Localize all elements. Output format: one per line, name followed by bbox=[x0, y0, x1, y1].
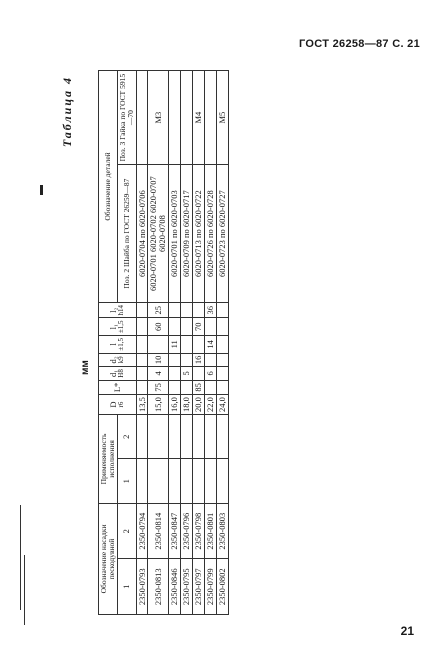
header-applicability-col1: 1 bbox=[117, 459, 136, 503]
cell-d1: 4 bbox=[148, 367, 169, 381]
cell-l2 bbox=[169, 302, 181, 318]
cell-designation-2: 2350-0814 bbox=[148, 503, 169, 559]
scan-edge-line bbox=[20, 505, 21, 610]
header-applicability: Применяемость исполнения bbox=[99, 415, 118, 504]
cell-applicability-1 bbox=[169, 459, 181, 503]
header-L: L* bbox=[99, 380, 137, 394]
cell-applicability-2 bbox=[193, 415, 205, 459]
header-l: l ±1,5 bbox=[99, 336, 137, 354]
cell-part-pos2: 6020-0701 по 6020-0703 bbox=[169, 165, 181, 303]
cell-L bbox=[169, 380, 181, 394]
cell-d1 bbox=[216, 367, 228, 381]
cell-designation-1: 2350-0795 bbox=[181, 559, 193, 615]
cell-applicability-1 bbox=[205, 459, 217, 503]
cell-l bbox=[216, 336, 228, 354]
cell-l bbox=[148, 336, 169, 354]
data-table bbox=[98, 70, 229, 615]
cell-part-pos2: 6020-0723 по 6020-0727 bbox=[216, 165, 228, 303]
cell-l2: 36 bbox=[205, 302, 217, 318]
header-designation: Обозначение насадки пескодувной bbox=[99, 503, 118, 614]
header-l2: l₂ h14 bbox=[99, 302, 137, 318]
table-unit: мм bbox=[80, 360, 91, 375]
cell-designation-1: 2350-0846 bbox=[169, 559, 181, 615]
cell-l1: 70 bbox=[193, 318, 205, 336]
cell-designation-2: 2350-0803 bbox=[216, 503, 228, 559]
cell-L bbox=[136, 380, 148, 394]
scan-edge-line bbox=[24, 555, 25, 625]
cell-D: 15,0 bbox=[148, 395, 169, 415]
cell-designation-2: 2350-0796 bbox=[181, 503, 193, 559]
header-l1: l₁ ±1,5 bbox=[99, 318, 137, 336]
cell-applicability-2 bbox=[181, 415, 193, 459]
cell-d2 bbox=[205, 353, 217, 367]
cell-part-pos3: М5 bbox=[216, 71, 228, 165]
cell-d2 bbox=[181, 353, 193, 367]
cell-l1 bbox=[216, 318, 228, 336]
cell-l bbox=[181, 336, 193, 354]
cell-designation-1: 2350-0797 bbox=[193, 559, 205, 615]
cell-L: 85 bbox=[193, 380, 205, 394]
cell-l2 bbox=[181, 302, 193, 318]
cell-L bbox=[216, 380, 228, 394]
header-part-pos2: Поз. 2 Шайба по ГОСТ 26259—87 bbox=[117, 165, 136, 303]
cell-applicability-2 bbox=[205, 415, 217, 459]
cell-d2 bbox=[216, 353, 228, 367]
cell-designation-2: 2350-0798 bbox=[193, 503, 205, 559]
table-row bbox=[136, 71, 148, 615]
cell-applicability-1 bbox=[216, 459, 228, 503]
rotated-table-frame bbox=[60, 70, 430, 615]
cell-D: 24,0 bbox=[216, 395, 228, 415]
cell-designation-1: 2350-0799 bbox=[205, 559, 217, 615]
cell-l bbox=[136, 336, 148, 354]
cell-part-pos2: 6020-0704 по 6020-0706 bbox=[136, 165, 148, 303]
cell-designation-2: 2350-0794 bbox=[136, 503, 148, 559]
cell-applicability-2 bbox=[136, 415, 148, 459]
cell-L bbox=[181, 380, 193, 394]
cell-part-pos3 bbox=[181, 71, 193, 165]
cell-l bbox=[193, 336, 205, 354]
cell-D: 18,0 bbox=[181, 395, 193, 415]
cell-d2 bbox=[169, 353, 181, 367]
cell-applicability-1 bbox=[136, 459, 148, 503]
cell-applicability-2 bbox=[216, 415, 228, 459]
cell-d1 bbox=[136, 367, 148, 381]
cell-L: 75 bbox=[148, 380, 169, 394]
cell-d1 bbox=[169, 367, 181, 381]
cell-designation-2: 2350-0801 bbox=[205, 503, 217, 559]
cell-part-pos3: М4 bbox=[193, 71, 205, 165]
cell-l: 14 bbox=[205, 336, 217, 354]
page-number: 21 bbox=[400, 624, 414, 638]
cell-designation-2: 2350-0847 bbox=[169, 503, 181, 559]
cell-part-pos3 bbox=[205, 71, 217, 165]
table-title: Таблица 4 bbox=[60, 76, 74, 148]
cell-designation-1: 2350-0813 bbox=[148, 559, 169, 615]
table-row bbox=[193, 71, 205, 615]
table-row bbox=[181, 71, 193, 615]
cell-applicability-1 bbox=[148, 459, 169, 503]
cell-l2 bbox=[136, 302, 148, 318]
cell-designation-1: 2350-0793 bbox=[136, 559, 148, 615]
cell-l1: 60 bbox=[148, 318, 169, 336]
cell-applicability-1 bbox=[193, 459, 205, 503]
margin-mark bbox=[40, 185, 43, 195]
cell-D: 16,0 bbox=[169, 395, 181, 415]
header-part-pos3: Поз. 3 Гайка по ГОСТ 5915—70 bbox=[117, 71, 136, 165]
cell-l2: 25 bbox=[148, 302, 169, 318]
header-D: D r6 bbox=[99, 395, 137, 415]
cell-part-pos2: 6020-0713 по 6020-0722 bbox=[193, 165, 205, 303]
header-designation-col1: 1 bbox=[117, 559, 136, 615]
cell-part-pos3: М3 bbox=[148, 71, 169, 165]
cell-d1 bbox=[193, 367, 205, 381]
cell-part-pos3 bbox=[169, 71, 181, 165]
cell-l2 bbox=[193, 302, 205, 318]
cell-l2 bbox=[216, 302, 228, 318]
cell-designation-1: 2350-0802 bbox=[216, 559, 228, 615]
cell-d2 bbox=[136, 353, 148, 367]
rotated-table-region bbox=[60, 70, 430, 615]
cell-l1 bbox=[205, 318, 217, 336]
cell-d2: 10 bbox=[148, 353, 169, 367]
cell-part-pos2: 6020-0726 по 6020-0728 bbox=[205, 165, 217, 303]
header-parts: Обозначение деталей bbox=[99, 71, 118, 303]
cell-l1 bbox=[136, 318, 148, 336]
cell-part-pos2: 6020-0701 6020-0702 6020-0707 6020-0708 bbox=[148, 165, 169, 303]
cell-applicability-1 bbox=[181, 459, 193, 503]
cell-applicability-2 bbox=[169, 415, 181, 459]
cell-l1 bbox=[169, 318, 181, 336]
header-d2: d₂ k9 bbox=[99, 353, 137, 367]
table-row bbox=[169, 71, 181, 615]
cell-D: 20,0 bbox=[193, 395, 205, 415]
cell-d1: 5 bbox=[181, 367, 193, 381]
cell-L bbox=[205, 380, 217, 394]
page-header: ГОСТ 26258—87 С. 21 bbox=[299, 38, 420, 50]
header-applicability-col2: 2 bbox=[117, 415, 136, 459]
table-row bbox=[148, 71, 169, 615]
table-row bbox=[216, 71, 228, 615]
table-row bbox=[205, 71, 217, 615]
cell-D: 22,0 bbox=[205, 395, 217, 415]
cell-d2: 16 bbox=[193, 353, 205, 367]
cell-l1 bbox=[181, 318, 193, 336]
cell-d1: 6 bbox=[205, 367, 217, 381]
cell-l: 11 bbox=[169, 336, 181, 354]
cell-applicability-2 bbox=[148, 415, 169, 459]
cell-part-pos3 bbox=[136, 71, 148, 165]
cell-part-pos2: 6020-0709 по 6020-0717 bbox=[181, 165, 193, 303]
header-designation-col2: 2 bbox=[117, 503, 136, 559]
header-d1: d₁ H8 bbox=[99, 367, 137, 381]
cell-D: 13,5 bbox=[136, 395, 148, 415]
